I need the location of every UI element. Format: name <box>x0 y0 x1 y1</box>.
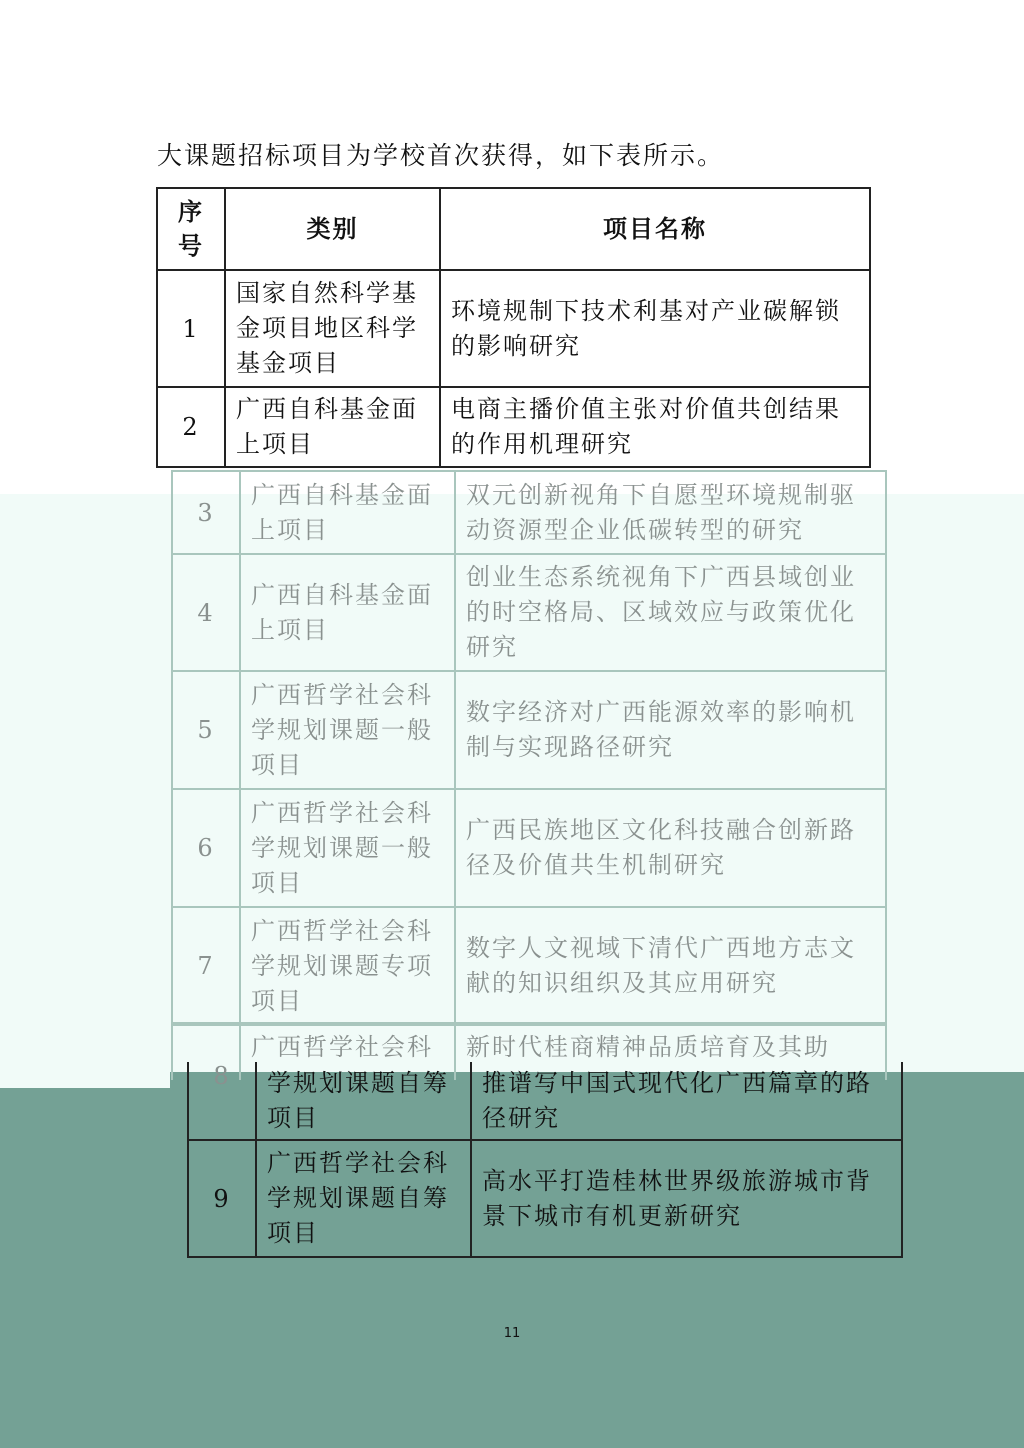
table-row <box>157 270 870 387</box>
row-seq: 1 <box>157 270 225 387</box>
row-seq: 3 <box>172 471 240 554</box>
project-table-middle <box>171 470 887 1026</box>
scan-band-notch <box>0 1072 170 1088</box>
row-category: 广西自科基金面上项目 <box>240 554 455 671</box>
table-row <box>172 907 886 1025</box>
row-seq: 9 <box>188 1140 256 1257</box>
row-category: 国家自然科学基金项目地区科学基金项目 <box>225 270 440 387</box>
row-category: 广西自科基金面上项目 <box>240 471 455 554</box>
row-name-bottom: 推谱写中国式现代化广西篇章的路径研究 <box>471 1062 902 1140</box>
table-row <box>172 471 886 554</box>
header-category: 类别 <box>225 188 440 270</box>
row-category: 广西哲学社会科学规划课题一般项目 <box>240 789 455 907</box>
table-row <box>172 671 886 789</box>
row-seq: 2 <box>157 387 225 467</box>
header-seq-label: 序 号 <box>178 197 204 260</box>
table-row <box>172 554 886 671</box>
row-seq: 6 <box>172 789 240 907</box>
row-name: 创业生态系统视角下广西县域创业的时空格局、区域效应与政策优化研究 <box>455 554 886 671</box>
row-seq: 4 <box>172 554 240 671</box>
row-name-top: 新时代桂商精神品质培育及其助 <box>455 1023 886 1080</box>
row-category-top: 广西哲学社会科 <box>240 1023 455 1080</box>
row-seq: 5 <box>172 671 240 789</box>
row-name: 双元创新视角下自愿型环境规制驱动资源型企业低碳转型的研究 <box>455 471 886 554</box>
row-name: 电商主播价值主张对价值共创结果的作用机理研究 <box>440 387 870 467</box>
project-table-bottom <box>187 1062 903 1258</box>
row-name: 环境规制下技术利基对产业碳解锁的影响研究 <box>440 270 870 387</box>
row-category-bottom: 学规划课题自筹项目 <box>256 1062 471 1140</box>
table-row <box>188 1140 902 1257</box>
row-name: 数字人文视域下清代广西地方志文献的知识组织及其应用研究 <box>455 907 886 1025</box>
page-number: 11 <box>503 1326 521 1341</box>
table-header-row <box>157 188 870 270</box>
row-category: 广西哲学社会科学规划课题一般项目 <box>240 671 455 789</box>
row-name: 高水平打造桂林世界级旅游城市背景下城市有机更新研究 <box>471 1140 902 1257</box>
row-name: 广西民族地区文化科技融合创新路径及价值共生机制研究 <box>455 789 886 907</box>
row-seq: 8 <box>188 1062 256 1140</box>
header-seq <box>157 188 225 270</box>
table-row <box>172 789 886 907</box>
project-table-top <box>156 187 871 468</box>
row-name: 数字经济对广西能源效率的影响机制与实现路径研究 <box>455 671 886 789</box>
row-seq: 7 <box>172 907 240 1025</box>
row-category: 广西哲学社会科学规划课题自筹项目 <box>256 1140 471 1257</box>
row-category: 广西哲学社会科学规划课题专项项目 <box>240 907 455 1025</box>
table-row <box>157 387 870 467</box>
table-row <box>188 1062 902 1140</box>
row-category: 广西自科基金面上项目 <box>225 387 440 467</box>
header-name: 项目名称 <box>440 188 870 270</box>
intro-paragraph: 大课题招标项目为学校首次获得，如下表所示。 <box>157 141 725 170</box>
